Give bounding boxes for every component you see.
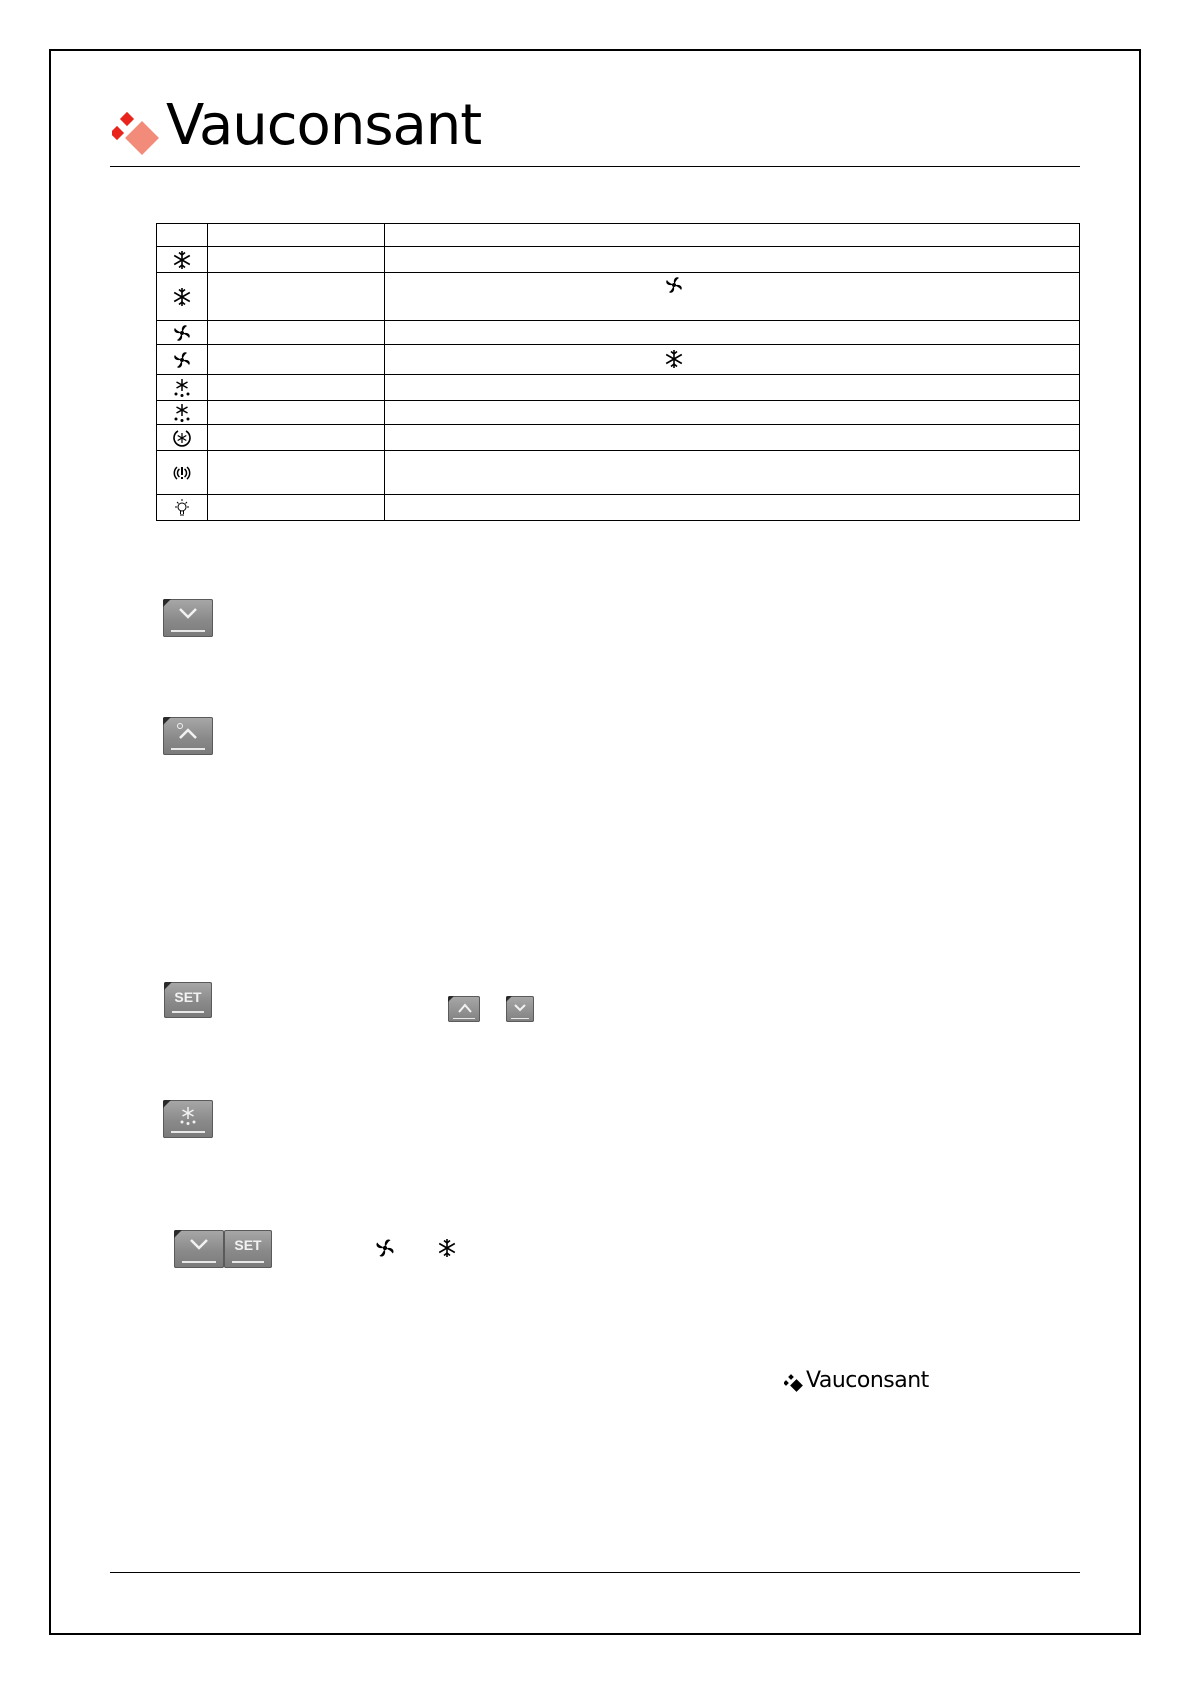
- up-arrow-key-icon: [177, 723, 199, 741]
- table-row: [157, 321, 1080, 345]
- defrost-key-icon: [178, 1106, 198, 1126]
- table-header-row: [157, 224, 1080, 247]
- alarm-icon: [172, 463, 192, 483]
- fan-icon: [172, 350, 192, 370]
- down-arrow-key-icon: [189, 1236, 209, 1252]
- footer-rule: [110, 1572, 1080, 1573]
- defrost-key-button[interactable]: [163, 1100, 213, 1138]
- defrost-icon: [172, 378, 192, 398]
- table-row: [157, 401, 1080, 425]
- table-row: [157, 375, 1080, 401]
- logo-mark-icon: [784, 1372, 806, 1394]
- fan-icon: [374, 1237, 396, 1259]
- fan-icon: [664, 275, 684, 295]
- defrost-icon: [172, 403, 192, 423]
- snowflake-icon: [172, 250, 192, 270]
- up-key-button[interactable]: [163, 717, 213, 755]
- set-key-button[interactable]: SET: [164, 982, 212, 1018]
- brand-name: Vauconsant: [166, 93, 482, 158]
- table-row: [157, 425, 1080, 451]
- set-combo-key-button[interactable]: SET: [224, 1230, 272, 1268]
- down-key-inline-button[interactable]: [506, 996, 534, 1022]
- table-row: [157, 495, 1080, 521]
- down-arrow-key-icon: [513, 1002, 527, 1014]
- down-arrow-key-icon: [178, 605, 198, 621]
- up-arrow-key-icon: [457, 1000, 473, 1014]
- logo-mark-icon: [112, 104, 172, 160]
- light-bulb-icon: [172, 498, 192, 518]
- snowflake-icon: [664, 349, 684, 369]
- fan-icon: [172, 323, 192, 343]
- snowflake-icon: [172, 287, 192, 307]
- down-combo-key-button[interactable]: [174, 1230, 224, 1268]
- table-row: [157, 345, 1080, 375]
- continuous-cycle-icon: [172, 428, 192, 448]
- down-key-button[interactable]: [163, 599, 213, 637]
- table-row: [157, 273, 1080, 321]
- snowflake-icon: [437, 1238, 457, 1258]
- table-row: [157, 247, 1080, 273]
- header-rule: [110, 166, 1080, 167]
- table-row: [157, 451, 1080, 495]
- icon-legend-table: [156, 223, 1080, 521]
- up-key-inline-button[interactable]: [448, 996, 480, 1022]
- footer-brand-name: Vauconsant: [806, 1368, 929, 1393]
